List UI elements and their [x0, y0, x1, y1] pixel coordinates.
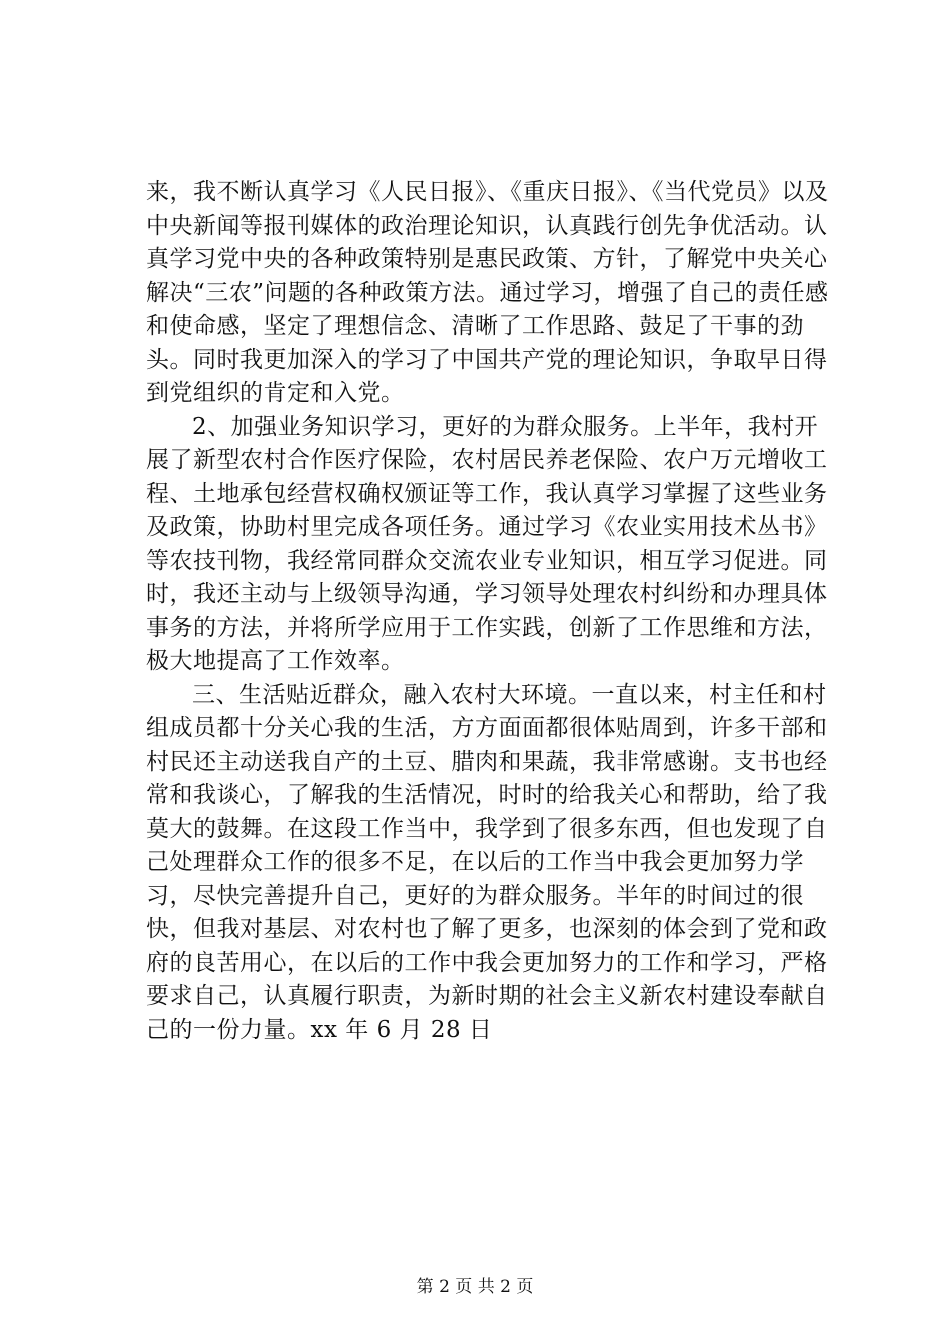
paragraph-business-study: 2、加强业务知识学习，更好的为群众服务。上半年，我村开展了新型农村合作医疗保险，农村居民养老保险、农户万元增收工程、土地承包经营权确权颁证等工作，我认真学习掌握了这些业务及政策，协助村里完成各项任务。通过学习《农业实用技术丛书》等农技刊物，我经常同群众交流农业专业知识，相互学习促进。同时，我还主动与上级领导沟通，学习领导处理农村纠纷和办理具体事务的方法，并将所学应用于工作实践，创新了工作思维和方法，极大地提高了工作效率。: [146, 413, 828, 674]
document-body: [146, 176, 836, 1047]
page-footer: 第 2 页 共 2 页: [416, 1277, 534, 1297]
paragraph-life-with-masses: 三、生活贴近群众，融入农村大环境。一直以来，村主任和村组成员都十分关心我的生活，方方面面都很体贴周到，许多干部和村民还主动送我自产的土豆、腊肉和果蔬，我非常感谢。支书也经常和我谈心，了解我的生活情况，时时的给我关心和帮助，给了我莫大的鼓舞。在这段工作当中，我学到了很多东西，但也发现了自己处理群众工作的很多不足，在以后的工作当中我会更加努力学习，尽快完善提升自己，更好的为群众服务。半年的时间过的很快，但我对基层、对农村也了解了更多，也深刻的体会到了党和政府的良苦用心，在以后的工作中我会更加努力的工作和学习，严格要求自己，认真履行职责，为新时期的社会主义新农村建设奉献自己的一份力量。xx 年 6 月 28 日: [146, 681, 828, 1043]
paragraph-continuation: 来，我不断认真学习《人民日报》、《重庆日报》、《当代党员》以及中央新闻等报刊媒体的政治理论知识，认真践行创先争优活动。认真学习党中央的各种政策特别是惠民政策、方针，了解党中央关心解决“三农”问题的各种政策方法。通过学习，增强了自己的责任感和使命感，坚定了理想信念、清晰了工作思路、鼓足了干事的劲头。同时我更加深入的学习了中国共产党的理论知识，争取早日得到党组织的肯定和入党。: [146, 179, 829, 406]
